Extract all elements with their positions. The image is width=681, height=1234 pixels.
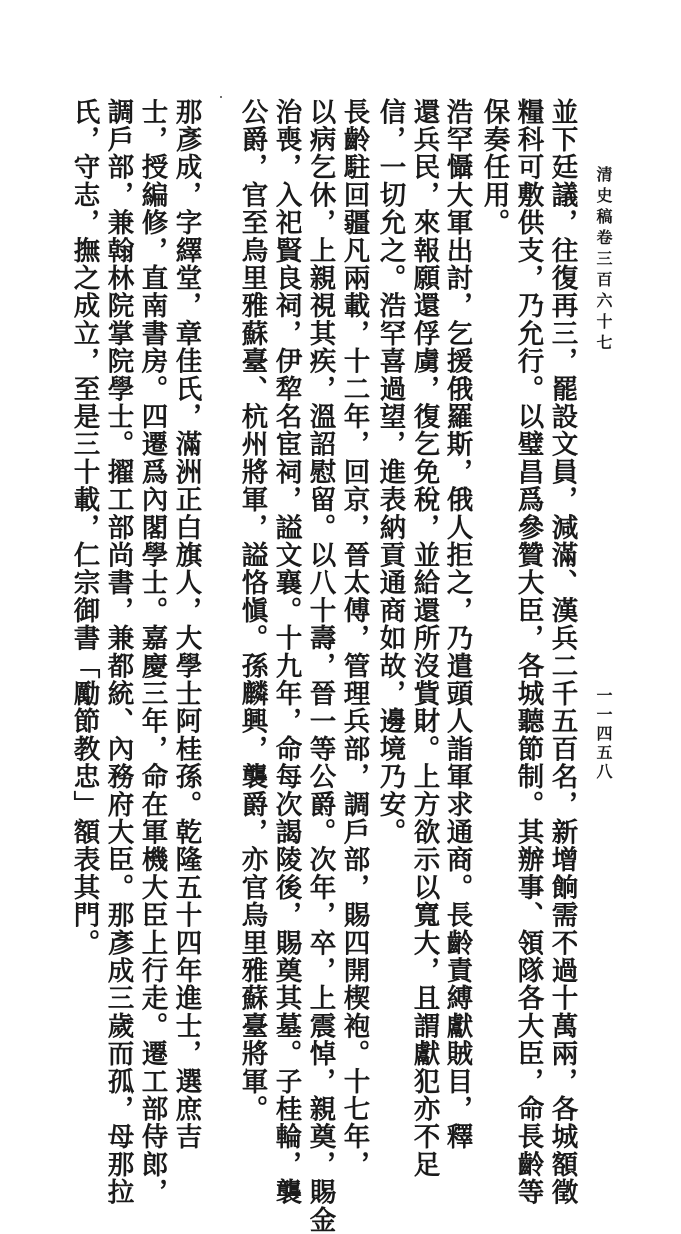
page-number: 一一四五八	[594, 687, 613, 782]
text-column: 公爵，官至烏里雅蘇臺、杭州將軍，謚恪愼。孫麟興，襲爵，亦官烏里雅蘇臺將軍。	[236, 98, 268, 1123]
text-column: 浩罕懾大軍出討，乞援俄羅斯，俄人拒之，乃遣頭人詣軍求通商。長齡責縛獻賊目，釋	[441, 98, 473, 1151]
running-header: 清史稿卷三百六十七	[594, 166, 613, 355]
text-column: 信，一切允之。浩罕喜過望，進表納貢通商如故，邊境乃安。	[374, 98, 406, 846]
text-column: 治喪，入祀賢良祠，伊犂名宦祠，謚文襄。十九年，命每次謁陵後，賜奠其墓。子桂輪，襲	[270, 98, 302, 1206]
text-column: 並下廷議，往復再三，罷設文員，減滿、漢兵二千五百名，新增餉需不過十萬兩，各城額徵	[546, 98, 578, 1206]
text-column: 調戶部，兼翰林院掌院學士。擢工部尚書，兼都統、內務府大臣。那彥成三歲而孤，母那拉	[102, 98, 134, 1206]
text-column: 糧科可敷供支，乃允行。以璧昌爲參贊大臣，各城聽節制。其辦事、領隊各大臣，命長齡等	[512, 98, 544, 1206]
text-column: 以病乞休，上親視其疾，溫詔慰留。以八十壽，晉一等公爵。次年，卒，上震悼，親奠，賜金	[304, 98, 336, 1234]
text-column: 氏，守志，撫之成立，至是三十載，仁宗御書「勵節教忠」額表其門。	[68, 98, 100, 957]
text-column: 保奏任用。	[478, 98, 510, 237]
text-column: 那彥成，字繹堂，章佳氏，滿洲正白旗人，大學士阿桂孫。乾隆五十四年進士，選庶吉	[170, 98, 202, 1151]
text-column: 長齡駐回疆凡兩載，十二年，回京，晉太傅，管理兵部，調戶部，賜四開楔袍。十七年，	[338, 98, 370, 1179]
text-column: 還兵民，來報願還俘虜，復乞免稅，並給還所沒貲財。上方欲示以寬大，且謂獻犯亦不足	[408, 98, 440, 1179]
page-speck	[220, 96, 222, 98]
text-column: 士，授編修，直南書房。四遷爲內閣學士。嘉慶三年，命在軍機大臣上行走。遷工部侍郎，	[136, 98, 168, 1206]
